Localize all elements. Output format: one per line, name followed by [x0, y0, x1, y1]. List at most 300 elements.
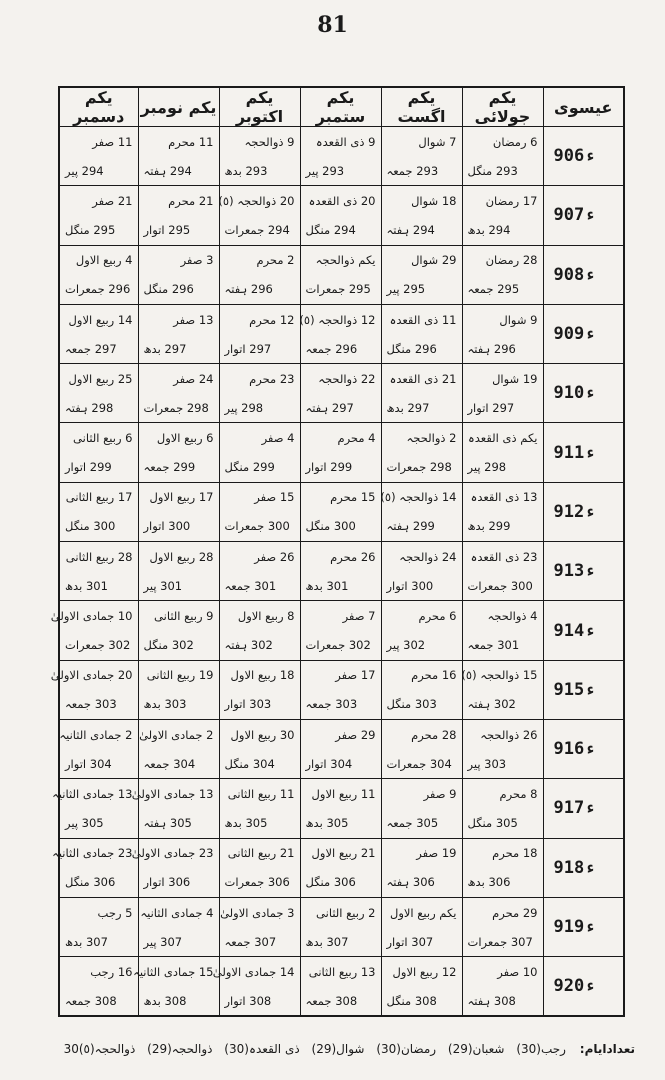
hijri-year-weekday: 295 اتوار — [143, 222, 191, 237]
date-cell — [381, 957, 462, 1016]
hijri-year-weekday: 304 اتوار — [65, 756, 112, 771]
gregorian-year: 913ء — [543, 542, 624, 601]
date-cell — [138, 186, 219, 245]
gregorian-year: 916ء — [543, 719, 624, 778]
hijri-date: 9 ذی القعدہ — [315, 134, 376, 149]
hijri-year-weekday: 303 جمعہ — [305, 697, 358, 712]
gregorian-year: 915ء — [543, 660, 624, 719]
date-cell — [462, 660, 543, 719]
hijri-year-weekday: 305 جمعہ — [386, 815, 439, 830]
date-cell — [462, 719, 543, 778]
date-cell — [133, 957, 219, 1016]
hijri-date: 12 ذوالحجہ (٥) — [299, 312, 376, 327]
hijri-year-weekday: 297 ہفتہ — [305, 400, 354, 415]
date-cell — [219, 127, 300, 186]
gregorian-year: 920ء — [543, 957, 624, 1016]
date-cell — [59, 897, 138, 956]
date-cell — [219, 897, 300, 956]
date-cell — [300, 779, 381, 838]
table-row — [59, 304, 624, 363]
hijri-year-weekday: 300 اتوار — [143, 519, 191, 534]
days-count-footer — [30, 1042, 635, 1056]
date-cell — [219, 719, 300, 778]
hijri-date: 2 جمادی الثانیہ — [59, 727, 133, 742]
date-cell — [59, 245, 138, 304]
hijri-date: 29 شوال — [411, 253, 457, 268]
table-row — [59, 957, 624, 1016]
hijri-year-weekday: 299 بدھ — [467, 519, 511, 534]
hijri-year-weekday: 302 ہفتہ — [224, 638, 273, 653]
hijri-date: 11 محرم — [168, 134, 214, 149]
table-row — [59, 423, 624, 482]
hijri-year-weekday: 293 جمعہ — [386, 163, 439, 178]
hijri-year-weekday: 307 پیر — [143, 934, 183, 949]
date-cell — [381, 542, 462, 601]
hijri-date: 20 جمادی الاولیٰ — [50, 668, 133, 683]
hijri-date: 11 ذی القعدہ — [389, 312, 457, 327]
hijri-year-weekday: 303 اتوار — [224, 697, 272, 712]
hijri-year-weekday: 296 ہفتہ — [467, 341, 516, 356]
hijri-year-weekday: 305 بدھ — [224, 815, 268, 830]
hijri-date: 11 صفر — [92, 134, 133, 149]
footer-label: تعدادایام: — [579, 1042, 635, 1056]
hijri-date: 19 شوال — [492, 371, 538, 386]
date-cell — [381, 304, 462, 363]
hijri-year-weekday: 308 بدھ — [143, 993, 187, 1008]
gregorian-year: 910ء — [543, 364, 624, 423]
date-cell — [462, 482, 543, 541]
hijri-year-weekday: 294 منگل — [305, 222, 356, 237]
date-cell — [59, 542, 138, 601]
date-cell — [462, 897, 543, 956]
header-july: یکم جولائی — [462, 87, 543, 127]
date-cell — [381, 127, 462, 186]
hijri-date: 26 ذوالحجہ — [480, 727, 538, 742]
hijri-date: 6 ربیع الاول — [156, 431, 214, 446]
hijri-date: 24 ذوالحجہ — [399, 549, 457, 564]
date-cell — [381, 186, 462, 245]
hijri-date: 30 ربیع الاول — [230, 727, 295, 742]
header-august: یکم اگست — [381, 87, 462, 127]
date-cell — [219, 364, 300, 423]
hijri-date: 6 رمضان — [492, 134, 538, 149]
hijri-date: 20 ذی القعدہ — [308, 193, 376, 208]
gregorian-year: 918ء — [543, 838, 624, 897]
hijri-date: 22 ذوالحجہ — [318, 371, 376, 386]
hijri-year-weekday: 296 منگل — [386, 341, 437, 356]
date-cell — [138, 897, 219, 956]
date-cell — [219, 542, 300, 601]
hijri-date: 13 جمادی الاولیٰ — [131, 786, 214, 801]
hijri-year-weekday: 301 بدھ — [65, 578, 108, 593]
date-cell — [219, 186, 300, 245]
date-cell — [381, 660, 462, 719]
date-cell — [381, 245, 462, 304]
table-row — [59, 364, 624, 423]
date-cell — [138, 245, 219, 304]
hijri-date: یکم ربیع الاول — [389, 905, 457, 920]
hijri-year-weekday: 308 اتوار — [224, 993, 272, 1008]
date-cell — [462, 245, 543, 304]
hijri-year-weekday: 297 بدھ — [143, 341, 187, 356]
hijri-date: 4 ربیع الاول — [75, 253, 133, 268]
hijri-year-weekday: 302 جمعرات — [305, 638, 371, 653]
table-row — [59, 779, 624, 838]
hijri-date: 2 جمادی الاولیٰ — [139, 727, 214, 742]
hijri-year-weekday: 307 بدھ — [305, 934, 349, 949]
hijri-year-weekday: 294 جمعرات — [224, 222, 290, 237]
hijri-date: 7 شوال — [418, 134, 457, 149]
hijri-date: 13 جمادی الثانیہ — [52, 786, 133, 801]
hijri-year-weekday: 305 پیر — [65, 815, 104, 830]
hijri-date: 4 ذوالحجہ — [487, 609, 538, 624]
hijri-date: 15 ذوالحجہ (٥) — [461, 668, 538, 683]
hijri-year-weekday: 307 بدھ — [65, 934, 108, 949]
hijri-year-weekday: 296 منگل — [143, 282, 194, 297]
hijri-year-weekday: 304 اتوار — [305, 756, 353, 771]
hijri-year-weekday: 306 منگل — [65, 875, 116, 890]
hijri-year-weekday: 300 جمعرات — [224, 519, 290, 534]
hijri-year-weekday: 308 منگل — [386, 993, 437, 1008]
hijri-date: 28 ربیع الثانی — [65, 549, 133, 564]
date-cell — [59, 423, 138, 482]
date-cell — [219, 245, 300, 304]
hijri-date: 17 ربیع الثانی — [65, 490, 133, 505]
hijri-date: 10 جمادی الاولیٰ — [50, 609, 133, 624]
hijri-date: 8 محرم — [499, 786, 538, 801]
date-cell — [59, 482, 138, 541]
date-cell — [138, 423, 219, 482]
hijri-date: 5 رجب — [97, 905, 133, 920]
hijri-date: 4 صفر — [261, 431, 295, 446]
date-cell — [59, 127, 138, 186]
table-row — [59, 542, 624, 601]
hijri-date: 18 شوال — [411, 193, 457, 208]
date-cell — [462, 957, 543, 1016]
table-row — [59, 482, 624, 541]
hijri-date: 20 ذوالحجہ (٥) — [218, 193, 295, 208]
date-cell — [300, 957, 381, 1016]
hijri-year-weekday: 298 جمعرات — [143, 400, 209, 415]
gregorian-year: 919ء — [543, 897, 624, 956]
header-september: یکم ستمبر — [300, 87, 381, 127]
hijri-date: 16 محرم — [411, 668, 457, 683]
hijri-date: 26 محرم — [330, 549, 376, 564]
footer-month: شعبان(29) — [447, 1042, 505, 1056]
hijri-date: 28 رمضان — [485, 253, 538, 268]
date-cell — [52, 779, 138, 838]
hijri-year-weekday: 297 جمعہ — [65, 341, 117, 356]
hijri-year-weekday: 298 پیر — [224, 400, 264, 415]
hijri-year-weekday: 300 اتوار — [386, 578, 434, 593]
date-cell — [52, 838, 138, 897]
date-cell — [462, 423, 543, 482]
date-cell — [300, 482, 381, 541]
table-row — [59, 601, 624, 660]
hijri-year-weekday: 298 جمعرات — [386, 460, 452, 475]
date-cell — [131, 838, 219, 897]
gregorian-year: 909ء — [543, 304, 624, 363]
hijri-date: 28 ربیع الاول — [149, 549, 214, 564]
hijri-year-weekday: 302 ہفتہ — [467, 697, 516, 712]
hijri-date: 2 ربیع الثانی — [316, 905, 376, 920]
table-row — [59, 838, 624, 897]
hijri-date: 6 ربیع الثانی — [73, 431, 133, 446]
gregorian-year: 914ء — [543, 601, 624, 660]
header-november: یکم نومبر — [138, 87, 219, 127]
hijri-year-weekday: 296 جمعہ — [305, 341, 358, 356]
hijri-date: 21 محرم — [168, 193, 214, 208]
hijri-date: 21 ذی القعدہ — [389, 371, 457, 386]
table-row — [59, 897, 624, 956]
hijri-year-weekday: 303 منگل — [386, 697, 437, 712]
hijri-date: یکم ذی القعدہ — [468, 431, 538, 446]
hijri-year-weekday: 295 جمعرات — [305, 282, 371, 297]
hijri-year-weekday: 299 جمعہ — [143, 460, 196, 475]
hijri-date: 9 ربیع الثانی — [154, 609, 214, 624]
date-cell — [300, 897, 381, 956]
hijri-year-weekday: 306 بدھ — [467, 875, 511, 890]
hijri-date: 23 محرم — [249, 371, 295, 386]
hijri-date: 18 ربیع الاول — [230, 668, 295, 683]
hijri-year-weekday: 297 اتوار — [224, 341, 272, 356]
hijri-year-weekday: 303 بدھ — [143, 697, 187, 712]
date-cell — [300, 186, 381, 245]
gregorian-year: 917ء — [543, 779, 624, 838]
hijri-year-weekday: 301 جمعہ — [467, 638, 520, 653]
date-cell — [462, 838, 543, 897]
hijri-year-weekday: 299 منگل — [224, 460, 275, 475]
footer-month: ذی القعدہ(30) — [224, 1042, 300, 1056]
gregorian-year: 907ء — [543, 186, 624, 245]
date-cell — [300, 245, 381, 304]
hijri-year-weekday: 303 جمعہ — [65, 697, 117, 712]
footer-month: رجب(30) — [516, 1042, 566, 1056]
hijri-year-weekday: 306 ہفتہ — [386, 875, 435, 890]
date-cell — [59, 364, 138, 423]
hijri-date: 15 جمادی الثانیہ — [133, 964, 214, 979]
hijri-date: 2 ذوالحجہ — [406, 431, 457, 446]
date-cell — [300, 542, 381, 601]
hijri-date: 4 محرم — [337, 431, 376, 446]
date-cell — [212, 957, 300, 1016]
date-cell — [300, 127, 381, 186]
hijri-year-weekday: 300 منگل — [305, 519, 356, 534]
hijri-year-weekday: 294 پیر — [65, 163, 104, 178]
hijri-year-weekday: 307 جمعرات — [467, 934, 533, 949]
date-cell — [381, 779, 462, 838]
hijri-year-weekday: 295 منگل — [65, 222, 116, 237]
hijri-date: 14 جمادی الاولیٰ — [212, 964, 295, 979]
hijri-date: 13 ربیع الثانی — [308, 964, 376, 979]
header-october: یکم اکتوبر — [219, 87, 300, 127]
date-cell — [59, 186, 138, 245]
hijri-year-weekday: 306 منگل — [305, 875, 356, 890]
date-cell — [381, 897, 462, 956]
hijri-date: 4 جمادی الثانیہ — [140, 905, 214, 920]
hijri-date: یکم ذوالحجہ — [315, 253, 376, 268]
date-cell — [462, 127, 543, 186]
hijri-date: 8 ربیع الاول — [237, 609, 295, 624]
hijri-date: 14 ربیع الاول — [68, 312, 133, 327]
hijri-year-weekday: 299 ہفتہ — [386, 519, 435, 534]
hijri-year-weekday: 302 منگل — [143, 638, 194, 653]
hijri-year-weekday: 296 ہفتہ — [224, 282, 273, 297]
date-cell — [300, 364, 381, 423]
date-cell — [138, 719, 219, 778]
hijri-date: 13 ذی القعدہ — [470, 490, 538, 505]
hijri-date: 23 جمادی الثانیہ — [52, 846, 133, 861]
hijri-year-weekday: 304 جمعرات — [386, 756, 452, 771]
table-row — [59, 719, 624, 778]
hijri-year-weekday: 294 ہفتہ — [386, 222, 435, 237]
header-december: یکم دسمبر — [59, 87, 138, 127]
hijri-date: 23 ذی القعدہ — [470, 549, 538, 564]
date-cell — [300, 660, 381, 719]
date-cell — [462, 779, 543, 838]
date-cell — [50, 660, 138, 719]
table-row — [59, 127, 624, 186]
date-cell — [300, 838, 381, 897]
hijri-date: 2 محرم — [256, 253, 295, 268]
date-cell — [462, 304, 543, 363]
hijri-year-weekday: 304 جمعہ — [143, 756, 196, 771]
hijri-year-weekday: 308 جمعہ — [305, 993, 358, 1008]
hijri-year-weekday: 307 جمعہ — [224, 934, 277, 949]
hijri-year-weekday: 301 جمعہ — [224, 578, 277, 593]
hijri-year-weekday: 301 بدھ — [305, 578, 349, 593]
hijri-year-weekday: 295 پیر — [386, 282, 426, 297]
hijri-year-weekday: 293 منگل — [467, 163, 518, 178]
hijri-date: 29 صفر — [335, 727, 376, 742]
date-cell — [219, 423, 300, 482]
hijri-date: 19 ربیع الثانی — [146, 668, 214, 683]
hijri-date: 17 ربیع الاول — [149, 490, 214, 505]
date-cell — [138, 660, 219, 719]
hijri-date: 28 محرم — [411, 727, 457, 742]
hijri-date: 21 ربیع الاول — [311, 846, 376, 861]
hijri-date: 6 محرم — [418, 609, 457, 624]
hijri-date: 10 صفر — [497, 964, 538, 979]
hijri-year-weekday: 300 منگل — [65, 519, 116, 534]
date-cell — [138, 304, 219, 363]
date-cell — [59, 719, 138, 778]
hijri-date: 17 رمضان — [485, 193, 538, 208]
hijri-year-weekday: 306 جمعرات — [224, 875, 290, 890]
hijri-year-weekday: 299 اتوار — [65, 460, 112, 475]
hijri-year-weekday: 305 منگل — [467, 815, 518, 830]
hijri-year-weekday: 301 پیر — [143, 578, 183, 593]
date-cell — [219, 304, 300, 363]
hijri-date: 3 صفر — [180, 253, 214, 268]
hijri-year-weekday: 299 اتوار — [305, 460, 353, 475]
hijri-date: 12 ربیع الاول — [392, 964, 457, 979]
hijri-year-weekday: 302 پیر — [386, 638, 426, 653]
hijri-date: 12 محرم — [249, 312, 295, 327]
footer-month: ذوالحجہ(٥)30 — [63, 1042, 136, 1056]
gregorian-year: 912ء — [543, 482, 624, 541]
date-cell — [462, 601, 543, 660]
hijri-date: 15 صفر — [254, 490, 295, 505]
hijri-year-weekday: 306 اتوار — [143, 875, 191, 890]
hijri-year-weekday: 305 ہفتہ — [143, 815, 192, 830]
date-cell — [131, 779, 219, 838]
date-cell — [50, 601, 138, 660]
date-cell — [219, 601, 300, 660]
footer-month: رمضان(30) — [376, 1042, 437, 1056]
date-cell — [300, 601, 381, 660]
date-cell — [138, 482, 219, 541]
date-cell — [138, 127, 219, 186]
hijri-year-weekday: 298 ہفتہ — [65, 400, 114, 415]
date-cell — [138, 542, 219, 601]
hijri-year-weekday: 294 ہفتہ — [143, 163, 192, 178]
date-cell — [300, 423, 381, 482]
hijri-date: 3 جمادی الاولیٰ — [220, 905, 295, 920]
hijri-year-weekday: 295 جمعہ — [467, 282, 520, 297]
hijri-year-weekday: 297 اتوار — [467, 400, 515, 415]
date-cell — [381, 838, 462, 897]
table-row — [59, 186, 624, 245]
hijri-year-weekday: 304 منگل — [224, 756, 275, 771]
hijri-date: 11 ربیع الاول — [311, 786, 376, 801]
date-cell — [300, 719, 381, 778]
footer-month: شوال(29) — [311, 1042, 365, 1056]
date-cell — [381, 601, 462, 660]
hijri-date: 18 محرم — [492, 846, 538, 861]
hijri-date: 14 ذوالحجہ (٥) — [380, 490, 457, 505]
hijri-year-weekday: 294 بدھ — [467, 222, 511, 237]
hijri-year-weekday: 305 بدھ — [305, 815, 349, 830]
hijri-date: 24 صفر — [173, 371, 214, 386]
hijri-year-weekday: 297 بدھ — [386, 400, 430, 415]
hijri-date: 16 رجب — [90, 964, 133, 979]
hijri-date: 7 صفر — [342, 609, 376, 624]
date-cell — [462, 364, 543, 423]
date-cell — [381, 364, 462, 423]
table-row — [59, 660, 624, 719]
hijri-date: 25 ربیع الاول — [68, 371, 133, 386]
hijri-year-weekday: 308 جمعہ — [65, 993, 117, 1008]
header-year: عیسوی — [543, 87, 624, 127]
hijri-year-weekday: 296 جمعرات — [65, 282, 131, 297]
date-cell — [219, 482, 300, 541]
date-cell — [381, 482, 462, 541]
date-cell — [381, 719, 462, 778]
hijri-year-weekday: 302 جمعرات — [65, 638, 131, 653]
hijri-date: 21 ربیع الثانی — [227, 846, 295, 861]
hijri-date: 9 ذوالحجہ — [244, 134, 295, 149]
header-row — [59, 87, 624, 127]
hijri-year-weekday: 293 بدھ — [224, 163, 268, 178]
date-cell — [381, 423, 462, 482]
date-cell — [59, 957, 138, 1016]
date-cell — [138, 601, 219, 660]
hijri-year-weekday: 300 جمعرات — [467, 578, 533, 593]
calendar-table — [50, 86, 625, 1017]
hijri-year-weekday: 298 پیر — [467, 460, 507, 475]
hijri-date: 15 محرم — [330, 490, 376, 505]
gregorian-year: 906ء — [543, 127, 624, 186]
table-row — [59, 245, 624, 304]
hijri-date: 9 صفر — [423, 786, 457, 801]
hijri-date: 26 صفر — [254, 549, 295, 564]
hijri-date: 11 ربیع الثانی — [227, 786, 295, 801]
date-cell — [219, 779, 300, 838]
hijri-year-weekday: 308 ہفتہ — [467, 993, 516, 1008]
gregorian-year: 908ء — [543, 245, 624, 304]
date-cell — [138, 364, 219, 423]
